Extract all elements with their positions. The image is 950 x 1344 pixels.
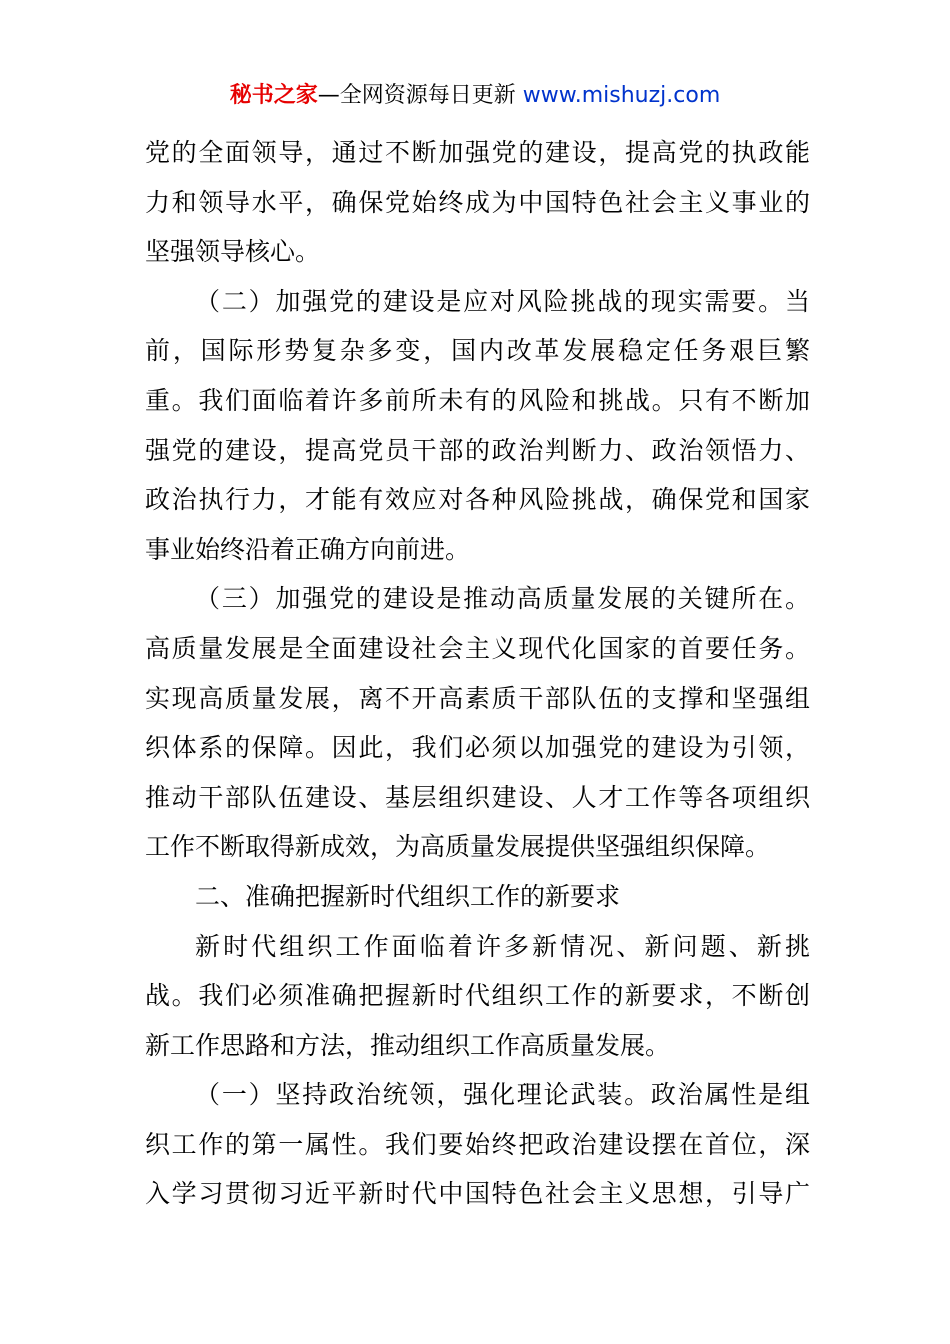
text-line: 工作不断取得新成效，为高质量发展提供坚强组织保障。 xyxy=(145,832,771,862)
text-line: 新时代组织工作面临着许多新情况、新问题、新挑 xyxy=(195,931,810,961)
text-line: 织工作的第一属性。我们要始终把政治建设摆在首位，深 xyxy=(145,1129,810,1159)
text-line: 织体系的保障。因此，我们必须以加强党的建设为引领， xyxy=(145,733,810,763)
page-header xyxy=(0,80,950,112)
text-line: 事业始终沿着正确方向前进。 xyxy=(145,534,471,564)
text-line: 前，国际形势复杂多变，国内改革发展稳定任务艰巨繁 xyxy=(145,336,810,366)
text-line: 入学习贯彻习近平新时代中国特色社会主义思想，引导广 xyxy=(145,1179,810,1209)
text-line: 战。我们必须准确把握新时代组织工作的新要求，不断创 xyxy=(145,981,810,1011)
text-line: （三）加强党的建设是推动高质量发展的关键所在。 xyxy=(195,584,810,614)
text-line: 推动干部队伍建设、基层组织建设、人才工作等各项组织 xyxy=(145,782,810,812)
document-body xyxy=(145,128,810,1219)
text-line: 党的全面领导，通过不断加强党的建设，提高党的执政能 xyxy=(145,138,810,167)
text-line: （一）坚持政治统领，强化理论武装。政治属性是组 xyxy=(195,1080,810,1110)
text-line: 坚强领导核心。 xyxy=(145,237,321,267)
header-slogan: —全网资源每日更新 xyxy=(317,83,516,108)
brand-name: 秘书之家 xyxy=(229,83,318,108)
text-line: 新工作思路和方法，推动组织工作高质量发展。 xyxy=(145,1030,671,1060)
text-line: （二）加强党的建设是应对风险挑战的现实需要。当 xyxy=(195,286,810,316)
text-line: 重。我们面临着许多前所未有的风险和挑战。只有不断加 xyxy=(145,385,810,415)
text-line: 高质量发展是全面建设社会主义现代化国家的首要任务。 xyxy=(145,633,810,663)
section-heading: 二、准确把握新时代组织工作的新要求 xyxy=(195,881,621,911)
text-line: 政治执行力，才能有效应对各种风险挑战，确保党和国家 xyxy=(145,485,810,515)
text-line: 强党的建设，提高党员干部的政治判断力、政治领悟力、 xyxy=(145,435,810,465)
text-line: 力和领导水平，确保党始终成为中国特色社会主义事业的 xyxy=(145,187,810,217)
text-line: 实现高质量发展，离不开高素质干部队伍的支撑和坚强组 xyxy=(145,683,810,713)
website-link[interactable]: www.mishuzj.com xyxy=(522,83,721,108)
